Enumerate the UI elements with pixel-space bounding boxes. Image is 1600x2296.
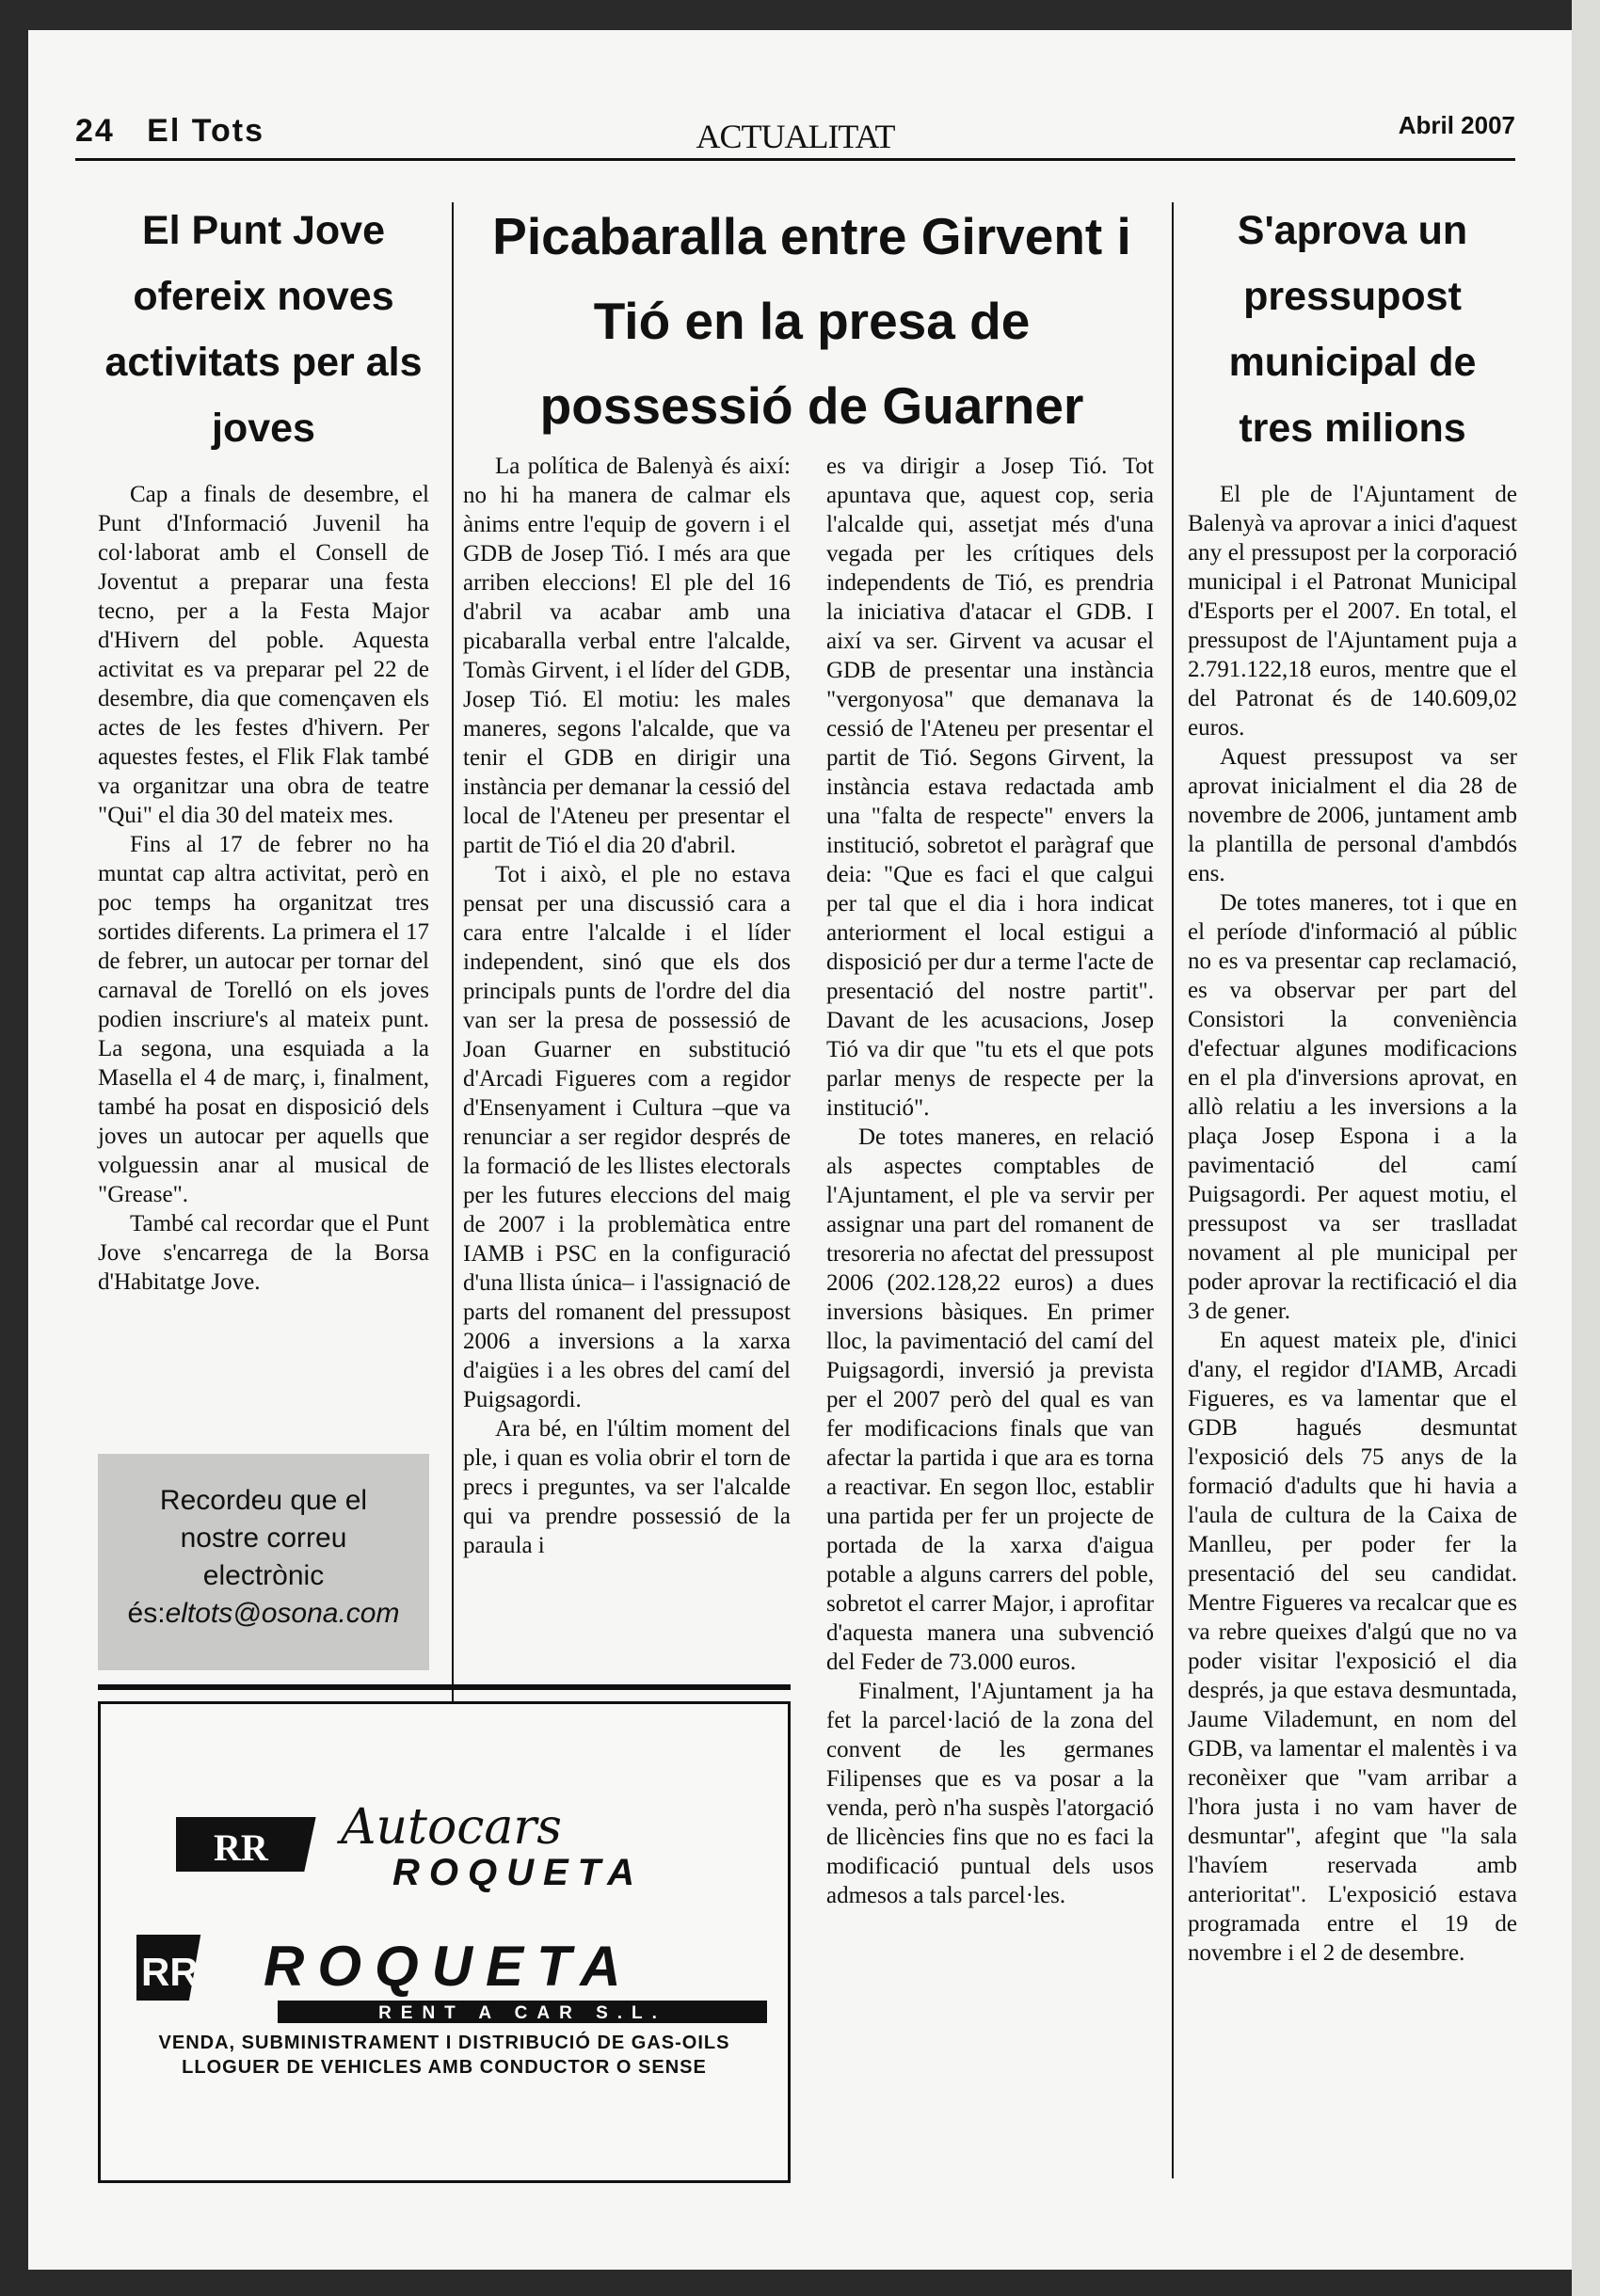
center-column-1 xyxy=(463,452,791,1560)
column-rule-right xyxy=(1172,202,1174,2178)
ad-line: VENDA, SUBMINISTRAMENT I DISTRIBUCIÓ DE GAS-OILS xyxy=(158,2033,730,2053)
right-article-title: S'aprova un pressupost municipal de tres milions xyxy=(1228,208,1477,451)
right-paragraph: De totes maneres, tot i que en el període d'informació al públic no es va presentar cap reclamació, es va observar per part del Consistori la conveniència d'efectuar algunes modificacions en el pla d'inversions aprovat, en allò relatiu a les inversions a la plaça Josep Espona i a la pavimentació del camí Puigsagordi. Per aquest motiu, el pressupost va ser traslladat novament al ple municipal per poder aprovar la rectificació el dia 3 de gener. xyxy=(1188,890,1517,1324)
page-number: 24 xyxy=(75,113,115,149)
roqueta-advertisement xyxy=(98,1701,791,2183)
reminder-line: electrònic xyxy=(202,1560,325,1591)
section-name: ACTUALITAT xyxy=(696,118,895,155)
page-header xyxy=(75,83,1515,161)
ad-line: LLOGUER DE VEHICLES AMB CONDUCTOR O SENSE xyxy=(182,2057,707,2078)
autocars-script: Autocars xyxy=(341,1799,562,1856)
center-column-2 xyxy=(826,452,1154,1910)
center-paragraph: La política de Balenyà és així: no hi ha manera de calmar els ànims entre l'equip de govern i el GDB de Josep Tió. I més ara que arriben eleccions! El ple del 16 d'abril va acabar amb una picabaralla verbal entre l'alcalde, Tomàs Girvent, i el líder del GDB, Josep Tió. El motiu: les males maneres, segons l'alcalde, que va tenir el GDB en dirigir una instància per demanar la cessió del local de l'Ateneu per presentar el partit de Tió el dia 20 d'abril. xyxy=(463,454,791,858)
email-reminder-box xyxy=(98,1454,429,1670)
center-paragraph: De totes maneres, en relació als aspectes comptables de l'Ajuntament, el ple va servir per assignar una part del romanent de tresoreria no afectat del pressupost 2006 (202.128,22 euros) a dues inversions bàsiques. En primer lloc, la pavimentació del camí del Puigsagordi, inversió ja prevista per el 2007 però del qual es van fer modificacions finals que van afectar la partida i que ara es torna a reactivar. En segon lloc, establir una partida per fer un projecte de portada de la xarxa d'aigua potable a alguns carrers del poble, sobretot el carrer Major, i aprofitar d'aquesta manera una subvenció del Feder de 73.000 euros. xyxy=(826,1124,1154,1675)
roqueta-wordmark: ROQUETA xyxy=(392,1852,645,1892)
issue-date: Abril 2007 xyxy=(1398,111,1515,139)
center-paragraph: es va dirigir a Josep Tió. Tot apuntava que, aquest cop, seria l'alcalde qui, assetjat més d'una vegada per les crítiques dels independents de Tió, es prendria la iniciativa d'atacar el GDB. I així va ser. Girvent va acusar el GDB de presentar una instància "vergonyosa" que demanava la cessió de l'Ateneu per presentar el partit de Tió. Segons Girvent, la instància estava redactada amb una "falta de respecte" envers la institució, sobretot el paràgraf que deia: "Que es faci el que calgui per tal que el dia i hora indicat anteriorment el local estigui a disposició per dur a terme l'acte de presentació del nostre partit". Davant de les acusacions, Josep Tió va dir que "tu ets el que pots parlar menys de respecte per la institució". xyxy=(826,454,1154,1121)
roqueta-rentacar-logo xyxy=(136,1925,776,2029)
rentacar-label: RENT A CAR S.L. xyxy=(378,2003,666,2023)
logo-initials: RR xyxy=(214,1826,268,1869)
right-paragraph: El ple de l'Ajuntament de Balenyà va aprovar a inici d'aquest any el pressupost per la corporació municipal i el Patronat Municipal d'Esports per el 2007. En total, el pressupost de l'Ajuntament puja a 2.791.122,18 euros, mentre que el del Patronat és de 140.609,02 euros. xyxy=(1188,482,1517,741)
center-article-title: Picabaralla entre Girvent i Tió en la presa de possessió de Guarner xyxy=(492,207,1131,435)
center-paragraph: Finalment, l'Ajuntament ja ha fet la parcel·lació de la zona del convent de les germanes Filipenses que es va posar a la venda, però n'ha suspès l'atorgació de llicències fins que no es faci la modificació puntual dels usos admesos a tals parcel·les. xyxy=(826,1679,1154,1908)
email-address[interactable]: eltots@osona.com xyxy=(165,1598,400,1629)
reminder-line: nostre correu xyxy=(180,1523,347,1554)
reminder-prefix: és: xyxy=(127,1598,166,1629)
left-paragraph: Fins al 17 de febrer no ha muntat cap altra activitat, però en poc temps ha organitzat tres sortides diferents. La primera el 17 de febrer, un autocar per tornar del carnaval de Torelló on els joves podien inscriure's al mateix punt. La segona, una esquiada a la Masella el 4 de març, i, finalment, també ha posat en disposició dels joves un autocar per aquells que volguessin anar al musical de "Grease". xyxy=(98,832,429,1207)
center-paragraph: Tot i això, el ple no estava pensat per una discussió cara a cara entre l'alcalde i el líder independent, sinó que els dos principals punts de l'ordre del dia van ser la presa de possessió de Joan Guarner en substitució d'Arcadi Figueres com a regidor d'Ensenyament i Cultura –que va renunciar a ser regidor després de la formació de les llistes electorals per les futures eleccions del maig de 2007 i la problemàtica entre IAMB i PSC en la configuració d'una llista única– i l'assignació de parts del romanent del pressupost 2006 a inversions a la xarxa d'aigües i a les obres del camí del Puigsagordi. xyxy=(463,862,791,1412)
reminder-line: Recordeu que el xyxy=(159,1485,368,1516)
left-paragraph: També cal recordar que el Punt Jove s'encarrega de la Borsa d'Habitatge Jove. xyxy=(98,1211,429,1295)
right-paragraph: En aquest mateix ple, d'inici d'any, el regidor d'IAMB, Arcadi Figueres, es va lamentar que el GDB hagués desmuntat l'exposició dels 75 anys de la formació d'adults que hi havia a l'aula de cultura de la Caixa de Manlleu, per poder fer la presentació del seu candidat. Mentre Figueres va recalcar que es va rebre queixes d'algú que no va poder visitar l'exposició el dia després, ja que estava desmuntada, Jaume Vilademunt, en nom del GDB, va lamentar el malentès i va reconèixer que "vam arribar a l'hora justa i no vam haver de desmuntar", afegint que "la sala l'havíem reservada amb anterioritat". L'exposició estava programada entre el 19 de novembre i el 2 de desembre. xyxy=(1188,1328,1517,1966)
left-paragraph: Cap a finals de desembre, el Punt d'Informació Juvenil ha col·laborat amb el Consell de Joventut a preparar una festa tecno, per a la Festa Major d'Hivern del poble. Aquesta activitat es va preparar pel 22 de desembre, dia que començaven els actes de les festes d'hivern. Per aquestes festes, el Flik Flak també va organitzar una obra de teatre "Qui" el dia 30 del mateix mes. xyxy=(98,482,429,828)
publication-name: El Tots xyxy=(147,113,264,149)
reminder-email-line xyxy=(98,1595,429,1633)
ad-services-text xyxy=(101,2031,788,2080)
right-paragraph: Aquest pressupost va ser aprovat inicialment el dia 28 de novembre de 2006, juntament amb la plantilla de personal d'ambdós ens. xyxy=(1188,744,1517,886)
right-article xyxy=(1188,198,1517,1968)
rentacar-logo-initials: RR xyxy=(141,1950,199,1994)
center-paragraph: Ara bé, en l'últim moment del ple, i quan es volia obrir el torn de precs i preguntes, va ser l'alcalde qui va prendre possessió de la paraula i xyxy=(463,1416,791,1558)
roqueta-big-wordmark: ROQUETA xyxy=(264,1935,634,1998)
ad-top-bar xyxy=(98,1684,791,1690)
left-article-title: El Punt Jove ofereix noves activitats per als joves xyxy=(104,208,423,451)
scan-edge xyxy=(1572,0,1600,2296)
left-article xyxy=(98,198,429,1297)
autocars-roqueta-logo xyxy=(176,1789,722,1892)
